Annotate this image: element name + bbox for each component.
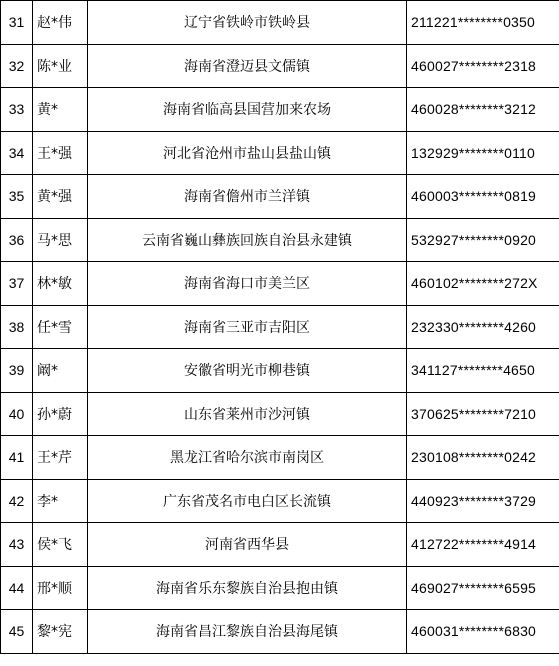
id-number-cell: 460031********6830	[407, 610, 559, 654]
row-number-cell: 42	[1, 479, 33, 523]
id-number-cell: 211221********0350	[407, 1, 559, 45]
table-row	[1, 610, 559, 654]
address-cell: 海南省儋州市兰洋镇	[88, 175, 407, 219]
table-row	[1, 175, 559, 219]
roster-body	[1, 1, 559, 654]
address-cell: 河北省沧州市盐山县盐山镇	[88, 131, 407, 175]
name-cell: 孙*蔚	[33, 392, 88, 436]
name-cell: 王*芹	[33, 436, 88, 480]
address-cell: 安徽省明光市柳巷镇	[88, 349, 407, 393]
table-row	[1, 44, 559, 88]
table-row	[1, 566, 559, 610]
table-row	[1, 305, 559, 349]
table-row	[1, 392, 559, 436]
name-cell: 任*雪	[33, 305, 88, 349]
id-number-cell: 132929********0110	[407, 131, 559, 175]
table-row	[1, 349, 559, 393]
address-cell: 云南省巍山彝族回族自治县永建镇	[88, 218, 407, 262]
name-cell: 阚*	[33, 349, 88, 393]
name-cell: 赵*伟	[33, 1, 88, 45]
address-cell: 海南省临高县国营加来农场	[88, 88, 407, 132]
name-cell: 黄*	[33, 88, 88, 132]
table-row	[1, 1, 559, 45]
row-number-cell: 39	[1, 349, 33, 393]
row-number-cell: 44	[1, 566, 33, 610]
id-number-cell: 341127********4650	[407, 349, 559, 393]
address-cell: 海南省澄迈县文儒镇	[88, 44, 407, 88]
row-number-cell: 35	[1, 175, 33, 219]
id-number-cell: 460003********0819	[407, 175, 559, 219]
address-cell: 海南省海口市美兰区	[88, 262, 407, 306]
table-row	[1, 436, 559, 480]
name-cell: 李*	[33, 479, 88, 523]
id-number-cell: 460027********2318	[407, 44, 559, 88]
name-cell: 林*敏	[33, 262, 88, 306]
row-number-cell: 34	[1, 131, 33, 175]
id-number-cell: 440923********3729	[407, 479, 559, 523]
name-cell: 陈*业	[33, 44, 88, 88]
id-number-cell: 412722********4914	[407, 523, 559, 567]
row-number-cell: 33	[1, 88, 33, 132]
table-row	[1, 523, 559, 567]
table-row	[1, 131, 559, 175]
id-number-cell: 460028********3212	[407, 88, 559, 132]
name-cell: 黄*强	[33, 175, 88, 219]
address-cell: 山东省莱州市沙河镇	[88, 392, 407, 436]
row-number-cell: 45	[1, 610, 33, 654]
row-number-cell: 40	[1, 392, 33, 436]
row-number-cell: 31	[1, 1, 33, 45]
id-number-cell: 230108********0242	[407, 436, 559, 480]
address-cell: 河南省西华县	[88, 523, 407, 567]
row-number-cell: 38	[1, 305, 33, 349]
table-row	[1, 218, 559, 262]
address-cell: 广东省茂名市电白区长流镇	[88, 479, 407, 523]
address-cell: 海南省乐东黎族自治县抱由镇	[88, 566, 407, 610]
id-number-cell: 370625********7210	[407, 392, 559, 436]
table-row	[1, 88, 559, 132]
address-cell: 黑龙江省哈尔滨市南岗区	[88, 436, 407, 480]
name-cell: 邢*顺	[33, 566, 88, 610]
row-number-cell: 32	[1, 44, 33, 88]
row-number-cell: 37	[1, 262, 33, 306]
row-number-cell: 41	[1, 436, 33, 480]
address-cell: 海南省三亚市吉阳区	[88, 305, 407, 349]
name-cell: 马*思	[33, 218, 88, 262]
address-cell: 海南省昌江黎族自治县海尾镇	[88, 610, 407, 654]
table-row	[1, 479, 559, 523]
id-number-cell: 460102********272X	[407, 262, 559, 306]
id-number-cell: 232330********4260	[407, 305, 559, 349]
name-cell: 侯*飞	[33, 523, 88, 567]
row-number-cell: 36	[1, 218, 33, 262]
name-cell: 黎*宪	[33, 610, 88, 654]
id-number-cell: 469027********6595	[407, 566, 559, 610]
id-number-cell: 532927********0920	[407, 218, 559, 262]
row-number-cell: 43	[1, 523, 33, 567]
name-cell: 王*强	[33, 131, 88, 175]
address-cell: 辽宁省铁岭市铁岭县	[88, 1, 407, 45]
table-row	[1, 262, 559, 306]
